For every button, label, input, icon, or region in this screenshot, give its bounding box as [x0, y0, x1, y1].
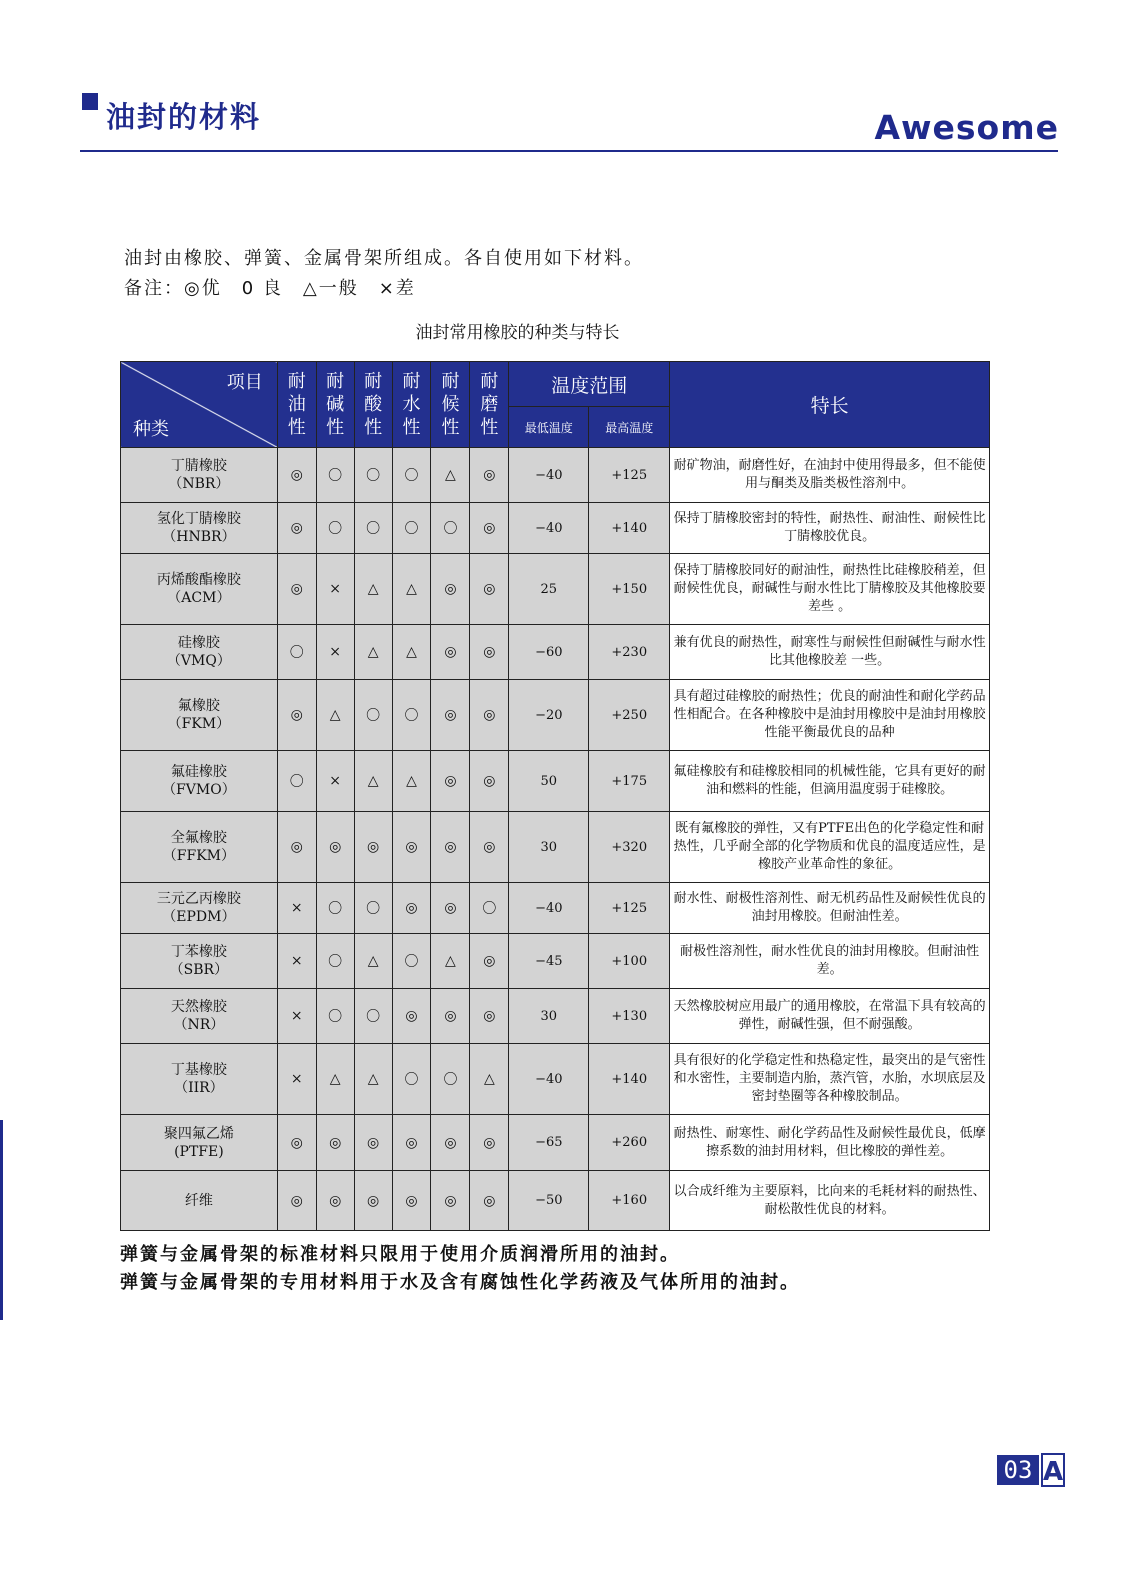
rating-cell: ◎ [392, 883, 431, 934]
material-name-cell [121, 751, 278, 812]
temp-min-cell: 50 [509, 751, 589, 812]
rating-cell: △ [354, 751, 392, 812]
material-name: 丙烯酸酯橡胶 [156, 572, 241, 588]
intro-text [124, 244, 644, 304]
rating-cell: △ [316, 1044, 354, 1115]
rating-cell: 〇 [354, 680, 392, 751]
material-name-cell [121, 448, 278, 503]
material-name: 纤维 [184, 1192, 213, 1209]
material-code: （FFKM） [162, 848, 235, 864]
rating-cell: ◎ [354, 812, 392, 883]
material-code: （NR） [173, 1017, 225, 1033]
rating-cell: 〇 [431, 503, 470, 554]
rating-cell: × [316, 751, 354, 812]
rating-cell: ◎ [277, 1171, 316, 1231]
rating-cell: ◎ [470, 503, 509, 554]
temp-max-cell: +260 [589, 1115, 670, 1171]
rating-cell: △ [354, 1044, 392, 1115]
table-row [121, 751, 990, 812]
rating-cell: ◎ [277, 448, 316, 503]
material-code: （ACM） [167, 590, 231, 606]
rating-cell: ◎ [470, 934, 509, 989]
rating-cell: ◎ [470, 989, 509, 1044]
temp-max-cell: +250 [589, 680, 670, 751]
rating-cell: ◎ [470, 554, 509, 625]
rating-cell: 〇 [392, 934, 431, 989]
temp-min-cell: −20 [509, 680, 589, 751]
rating-cell: ◎ [277, 554, 316, 625]
rating-cell: △ [431, 448, 470, 503]
rating-cell: △ [392, 625, 431, 680]
temp-min-cell: 30 [509, 812, 589, 883]
rating-cell: △ [354, 934, 392, 989]
temp-max-cell: +130 [589, 989, 670, 1044]
material-name-cell [121, 625, 278, 680]
rating-cell: ◎ [277, 1115, 316, 1171]
material-name-cell [121, 989, 278, 1044]
rating-cell: △ [431, 934, 470, 989]
rating-cell: ◎ [277, 680, 316, 751]
header-prop-weather: 耐 候 性 [431, 362, 470, 448]
table-row [121, 989, 990, 1044]
feature-cell: 天然橡胶树应用最广的通用橡胶，在常温下具有较高的弹性，耐碱性强，但不耐强酸。 [670, 989, 990, 1044]
material-name-cell [121, 883, 278, 934]
header-temp-range: 温度范围 [509, 362, 670, 407]
rating-cell: ◎ [470, 448, 509, 503]
temp-min-cell: −65 [509, 1115, 589, 1171]
rating-cell: 〇 [354, 503, 392, 554]
rating-cell: × [316, 554, 354, 625]
temp-max-cell: +150 [589, 554, 670, 625]
header-divider [80, 150, 1058, 152]
table-row [121, 1115, 990, 1171]
rating-cell: △ [392, 751, 431, 812]
rating-cell: ◎ [470, 1171, 509, 1231]
header-feature: 特长 [670, 362, 990, 448]
rating-cell: ◎ [470, 625, 509, 680]
rubber-materials-table [120, 361, 990, 1231]
material-name-cell [121, 680, 278, 751]
table-row [121, 503, 990, 554]
rating-cell: 〇 [392, 680, 431, 751]
rating-cell: ◎ [431, 883, 470, 934]
rating-cell: 〇 [277, 751, 316, 812]
temp-min-cell: −40 [509, 883, 589, 934]
material-name-cell [121, 1115, 278, 1171]
temp-min-cell: −40 [509, 448, 589, 503]
table-row [121, 625, 990, 680]
material-name: 天然橡胶 [170, 999, 227, 1015]
rating-cell: ◎ [392, 812, 431, 883]
rating-cell: 〇 [316, 883, 354, 934]
material-name: 聚四氟乙烯 [163, 1125, 234, 1142]
header-item-label: 项目 [226, 372, 263, 393]
table-row [121, 680, 990, 751]
feature-cell: 保持丁腈橡胶密封的特性，耐热性、耐油性、耐候性比丁腈橡胶优良。 [670, 503, 990, 554]
rating-cell: ◎ [316, 1115, 354, 1171]
rating-cell: 〇 [354, 989, 392, 1044]
page-number: 03 [997, 1455, 1039, 1485]
temp-max-cell: +140 [589, 1044, 670, 1115]
rating-cell: 〇 [392, 448, 431, 503]
header-prop-wear: 耐 磨 性 [470, 362, 509, 448]
table-row [121, 554, 990, 625]
feature-cell: 兼有优良的耐热性，耐寒性与耐候性但耐碱性与耐水性比其他橡胶差 一些。 [670, 625, 990, 680]
rating-cell: × [277, 989, 316, 1044]
rating-cell: ◎ [354, 1171, 392, 1231]
rating-cell: 〇 [354, 448, 392, 503]
material-name-cell [121, 503, 278, 554]
temp-max-cell: +320 [589, 812, 670, 883]
temp-min-cell: 25 [509, 554, 589, 625]
temp-min-cell: −40 [509, 1044, 589, 1115]
temp-max-cell: +125 [589, 448, 670, 503]
rating-cell: ◎ [316, 1171, 354, 1231]
rating-cell: ◎ [470, 680, 509, 751]
temp-max-cell: +100 [589, 934, 670, 989]
temp-min-cell: −40 [509, 503, 589, 554]
temp-max-cell: +160 [589, 1171, 670, 1231]
material-code: （HNBR） [162, 529, 236, 545]
feature-cell: 具有超过硅橡胶的耐热性；优良的耐油性和耐化学药品性相配合。在各种橡胶中是油封用橡胶中是油封用橡胶性能平衡最优良的品种 [670, 680, 990, 751]
rating-cell: △ [316, 680, 354, 751]
rating-cell: 〇 [316, 989, 354, 1044]
feature-cell: 氟硅橡胶有和硅橡胶相同的机械性能，它具有更好的耐油和燃料的性能，但滴用温度弱于硅橡胶。 [670, 751, 990, 812]
rating-cell: 〇 [431, 1044, 470, 1115]
rating-cell: ◎ [392, 989, 431, 1044]
intro-line-1: 油封由橡胶、弹簧、金属骨架所组成。各自使用如下材料。 [124, 248, 644, 269]
header-prop-acid: 耐 酸 性 [354, 362, 392, 448]
header-diagonal-cell [121, 362, 278, 448]
rating-cell: ◎ [431, 751, 470, 812]
material-name: 氢化丁腈橡胶 [156, 511, 241, 527]
rating-cell: 〇 [316, 448, 354, 503]
rating-cell: × [316, 625, 354, 680]
material-name: 全氟橡胶 [170, 830, 227, 846]
rating-cell: ◎ [354, 1115, 392, 1171]
header-square-icon [82, 93, 98, 110]
temp-min-cell: −50 [509, 1171, 589, 1231]
table-row [121, 1171, 990, 1231]
material-name: 氟硅橡胶 [170, 764, 227, 780]
material-name: 氟橡胶 [177, 698, 220, 714]
rating-cell: × [277, 1044, 316, 1115]
left-edge-bar [0, 1120, 3, 1320]
rating-cell: ◎ [316, 812, 354, 883]
table-row [121, 1044, 990, 1115]
material-code: （FVMO） [162, 782, 236, 798]
header-temp-min: 最低温度 [509, 407, 589, 448]
feature-cell: 保持丁腈橡胶同好的耐油性，耐热性比硅橡胶稍差，但耐候性优良，耐碱性与耐水性比丁腈橡胶及其他橡胶要差些 。 [670, 554, 990, 625]
feature-cell: 耐极性溶剂性，耐水性优良的油封用橡胶。但耐油性差。 [670, 934, 990, 989]
material-name: 三元乙丙橡胶 [156, 891, 241, 907]
page-title: 油封的材料 [106, 100, 262, 134]
table-row [121, 448, 990, 503]
bottom-notes [120, 1241, 800, 1297]
material-code: （VMQ） [166, 653, 231, 669]
temp-max-cell: +125 [589, 883, 670, 934]
table-row [121, 883, 990, 934]
rating-cell: ◎ [470, 1115, 509, 1171]
material-name-cell [121, 1171, 278, 1231]
temp-min-cell: −45 [509, 934, 589, 989]
feature-cell: 以合成纤维为主要原料，比向来的毛耗材料的耐热性、耐松散性优良的材料。 [670, 1171, 990, 1231]
temp-max-cell: +140 [589, 503, 670, 554]
rating-cell: 〇 [316, 503, 354, 554]
header-prop-oil: 耐 油 性 [277, 362, 316, 448]
material-code: (PTFE) [174, 1143, 224, 1160]
header-kind-label: 种类 [133, 419, 169, 440]
material-name-cell [121, 812, 278, 883]
rating-cell: △ [470, 1044, 509, 1115]
material-name: 硅橡胶 [177, 635, 220, 651]
material-name: 丁苯橡胶 [170, 944, 227, 960]
rating-cell: ◎ [431, 554, 470, 625]
rating-cell: ◎ [277, 503, 316, 554]
rating-cell: ◎ [431, 625, 470, 680]
material-code: （SBR） [169, 962, 229, 978]
table-row [121, 934, 990, 989]
rating-cell: ◎ [431, 1171, 470, 1231]
rating-cell: △ [392, 554, 431, 625]
feature-cell: 耐热性、耐寒性、耐化学药品性及耐候性最优良，低摩擦系数的油封用材料，但比橡胶的弹性差。 [670, 1115, 990, 1171]
header-temp-max: 最高温度 [589, 407, 670, 448]
rating-cell: ◎ [431, 812, 470, 883]
material-name: 丁基橡胶 [170, 1062, 227, 1078]
material-name: 丁腈橡胶 [170, 458, 227, 474]
rating-cell: 〇 [392, 1044, 431, 1115]
rating-cell: △ [354, 554, 392, 625]
rating-cell: ◎ [392, 1115, 431, 1171]
feature-cell: 具有很好的化学稳定性和热稳定性，最突出的是气密性和水密性，主要制造内胎，蒸汽管，水胎，水坝底层及密封垫圈等各种橡胶制品。 [670, 1044, 990, 1115]
temp-min-cell: −60 [509, 625, 589, 680]
feature-cell: 既有氟橡胶的弹性，又有PTFE出色的化学稳定性和耐热性，几乎耐全部的化学物质和优良的温度适应性，是橡胶产业革命性的象征。 [670, 812, 990, 883]
page-letter-logo: A [1041, 1453, 1065, 1487]
material-name-cell [121, 554, 278, 625]
header-prop-alkali: 耐 碱 性 [316, 362, 354, 448]
rating-cell: ◎ [470, 751, 509, 812]
rating-cell: ◎ [431, 989, 470, 1044]
temp-min-cell: 30 [509, 989, 589, 1044]
material-name-cell [121, 934, 278, 989]
table-row [121, 812, 990, 883]
rating-cell: × [277, 934, 316, 989]
rating-cell: △ [354, 625, 392, 680]
material-code: （NBR） [168, 476, 230, 492]
rating-cell: 〇 [470, 883, 509, 934]
bottom-line-1: 弹簧与金属骨架的标准材料只限用于使用介质润滑所用的油封。 [120, 1244, 680, 1265]
temp-max-cell: +175 [589, 751, 670, 812]
material-code: （IIR） [174, 1080, 224, 1096]
rating-cell: × [277, 883, 316, 934]
intro-legend: 备注：◎优 0 良 △一般 ×差 [124, 278, 416, 299]
rating-cell: 〇 [316, 934, 354, 989]
brand-logo: Awesome [874, 108, 1059, 147]
temp-max-cell: +230 [589, 625, 670, 680]
material-code: （FKM） [167, 716, 231, 732]
rating-cell: ◎ [277, 812, 316, 883]
rating-cell: 〇 [354, 883, 392, 934]
rating-cell: 〇 [392, 503, 431, 554]
rating-cell: ◎ [431, 680, 470, 751]
feature-cell: 耐水性、耐极性溶剂性、耐无机药品性及耐候性优良的油封用橡胶。但耐油性差。 [670, 883, 990, 934]
bottom-line-2: 弹簧与金属骨架的专用材料用于水及含有腐蚀性化学药液及气体所用的油封。 [120, 1272, 800, 1293]
rating-cell: 〇 [277, 625, 316, 680]
table-caption: 油封常用橡胶的种类与特长 [415, 323, 620, 343]
feature-cell: 耐矿物油，耐磨性好，在油封中使用得最多，但不能使用与酮类及脂类极性溶剂中。 [670, 448, 990, 503]
rating-cell: ◎ [470, 812, 509, 883]
rating-cell: ◎ [431, 1115, 470, 1171]
header-prop-water: 耐 水 性 [392, 362, 431, 448]
material-name-cell [121, 1044, 278, 1115]
material-code: （EPDM） [162, 909, 236, 925]
rating-cell: ◎ [392, 1171, 431, 1231]
